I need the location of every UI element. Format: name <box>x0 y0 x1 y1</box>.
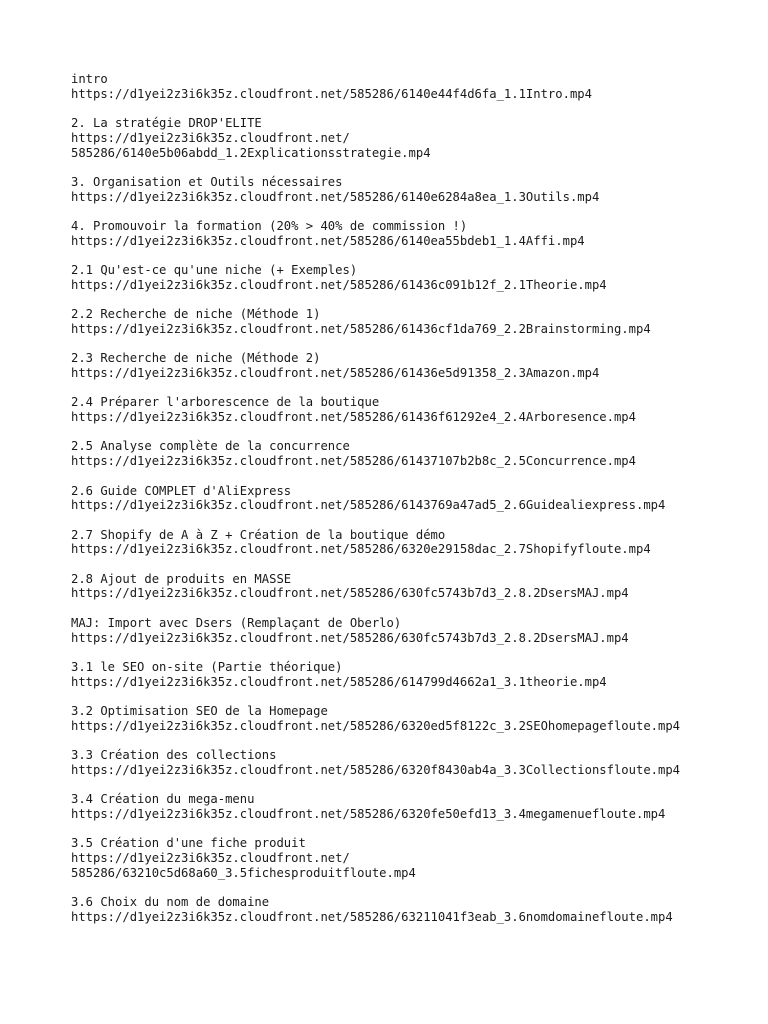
lesson-entry <box>71 895 761 924</box>
lesson-entry <box>71 175 761 204</box>
lesson-url: https://d1yei2z3i6k35z.cloudfront.net/ <box>71 851 350 865</box>
lesson-entry <box>71 484 761 513</box>
lesson-url: https://d1yei2z3i6k35z.cloudfront.net/585286/63211041f3eab_3.6nomdomainefloute.mp4 <box>71 909 673 924</box>
lesson-title: 3.2 Optimisation SEO de la Homepage <box>71 704 328 719</box>
lesson-title: 3.4 Création du mega-menu <box>71 792 255 807</box>
lesson-url: https://d1yei2z3i6k35z.cloudfront.net/585286/630fc5743b7d3_2.8.2DsersMAJ.mp4 <box>71 586 629 601</box>
lesson-title: 2.5 Analyse complète de la concurrence <box>71 439 350 454</box>
lesson-entry <box>71 836 761 880</box>
lesson-title: 3.5 Création d'une fiche produit <box>71 836 306 851</box>
lesson-title: 2.4 Préparer l'arborescence de la boutique <box>71 395 380 410</box>
lesson-url: https://d1yei2z3i6k35z.cloudfront.net/585286/6320fe50efd13_3.4megamenuefloute.mp4 <box>71 806 666 821</box>
lesson-url: https://d1yei2z3i6k35z.cloudfront.net/ <box>71 130 350 145</box>
lesson-url-continued: 585286/63210c5d68a60_3.5fichesproduitfloute.mp4 <box>71 865 416 880</box>
lesson-entry <box>71 616 761 645</box>
lesson-title: 2. La stratégie DROP'ELITE <box>71 116 262 131</box>
lesson-title: 2.6 Guide COMPLET d'AliExpress <box>71 483 292 498</box>
lesson-entry <box>71 528 761 557</box>
lesson-entry <box>71 116 761 160</box>
lesson-title: 2.3 Recherche de niche (Méthode 2) <box>71 351 321 366</box>
lesson-title: 3.3 Création des collections <box>71 748 277 763</box>
lesson-title: 2.8 Ajout de produits en MASSE <box>71 571 292 586</box>
lesson-entry <box>71 263 761 292</box>
lesson-title: 2.2 Recherche de niche (Méthode 1) <box>71 307 321 322</box>
lesson-url: https://d1yei2z3i6k35z.cloudfront.net/585286/61436c091b12f_2.1Theorie.mp4 <box>71 277 607 292</box>
lesson-url: https://d1yei2z3i6k35z.cloudfront.net/585286/6140e44f4d6fa_1.1Intro.mp4 <box>71 86 592 101</box>
document-page <box>71 72 761 939</box>
lesson-url: https://d1yei2z3i6k35z.cloudfront.net/585286/61437107b2b8c_2.5Concurrence.mp4 <box>71 454 636 469</box>
lesson-title: 3.6 Choix du nom de domaine <box>71 895 270 910</box>
lesson-url: https://d1yei2z3i6k35z.cloudfront.net/585286/61436e5d91358_2.3Amazon.mp4 <box>71 365 600 380</box>
lesson-entry <box>71 351 761 380</box>
lesson-title: 3. Organisation et Outils nécessaires <box>71 174 343 189</box>
lesson-entry <box>71 72 761 101</box>
lesson-entry <box>71 704 761 733</box>
lesson-entry <box>71 748 761 777</box>
lesson-entry <box>71 439 761 468</box>
lesson-entry <box>71 219 761 248</box>
lesson-title: intro <box>71 72 108 86</box>
lesson-entry <box>71 395 761 424</box>
lesson-title: 4. Promouvoir la formation (20% > 40% de commission !) <box>71 218 468 233</box>
lesson-title: 2.1 Qu'est-ce qu'une niche (+ Exemples) <box>71 263 358 278</box>
lesson-title: 3.1 le SEO on-site (Partie théorique) <box>71 659 343 674</box>
lesson-url: https://d1yei2z3i6k35z.cloudfront.net/585286/61436cf1da769_2.2Brainstorming.mp4 <box>71 321 651 336</box>
lesson-title: 2.7 Shopify de A à Z + Création de la boutique démo <box>71 527 446 542</box>
lesson-url: https://d1yei2z3i6k35z.cloudfront.net/585286/61436f61292e4_2.4Arboresence.mp4 <box>71 410 636 425</box>
lesson-url: https://d1yei2z3i6k35z.cloudfront.net/585286/6320e29158dac_2.7Shopifyfloute.mp4 <box>71 542 651 557</box>
lesson-url: https://d1yei2z3i6k35z.cloudfront.net/585286/6320f8430ab4a_3.3Collectionsfloute.mp4 <box>71 762 681 777</box>
lesson-entry <box>71 307 761 336</box>
lesson-url: https://d1yei2z3i6k35z.cloudfront.net/585286/6143769a47ad5_2.6Guidealiexpress.mp4 <box>71 498 666 513</box>
lesson-url: https://d1yei2z3i6k35z.cloudfront.net/585286/6140e6284a8ea_1.3Outils.mp4 <box>71 189 600 204</box>
lesson-url: https://d1yei2z3i6k35z.cloudfront.net/585286/6140ea55bdeb1_1.4Affi.mp4 <box>71 233 585 248</box>
lesson-url: https://d1yei2z3i6k35z.cloudfront.net/585286/614799d4662a1_3.1theorie.mp4 <box>71 674 607 689</box>
lesson-url: https://d1yei2z3i6k35z.cloudfront.net/585286/6320ed5f8122c_3.2SEOhomepagefloute.mp4 <box>71 718 681 733</box>
lesson-entry <box>71 572 761 601</box>
lesson-entry <box>71 660 761 689</box>
lesson-url-continued: 585286/6140e5b06abdd_1.2Explicationsstrategie.mp4 <box>71 145 431 160</box>
lesson-entry <box>71 792 761 821</box>
lesson-url: https://d1yei2z3i6k35z.cloudfront.net/585286/630fc5743b7d3_2.8.2DsersMAJ.mp4 <box>71 630 629 645</box>
lesson-title: MAJ: Import avec Dsers (Remplaçant de Oberlo) <box>71 615 402 630</box>
